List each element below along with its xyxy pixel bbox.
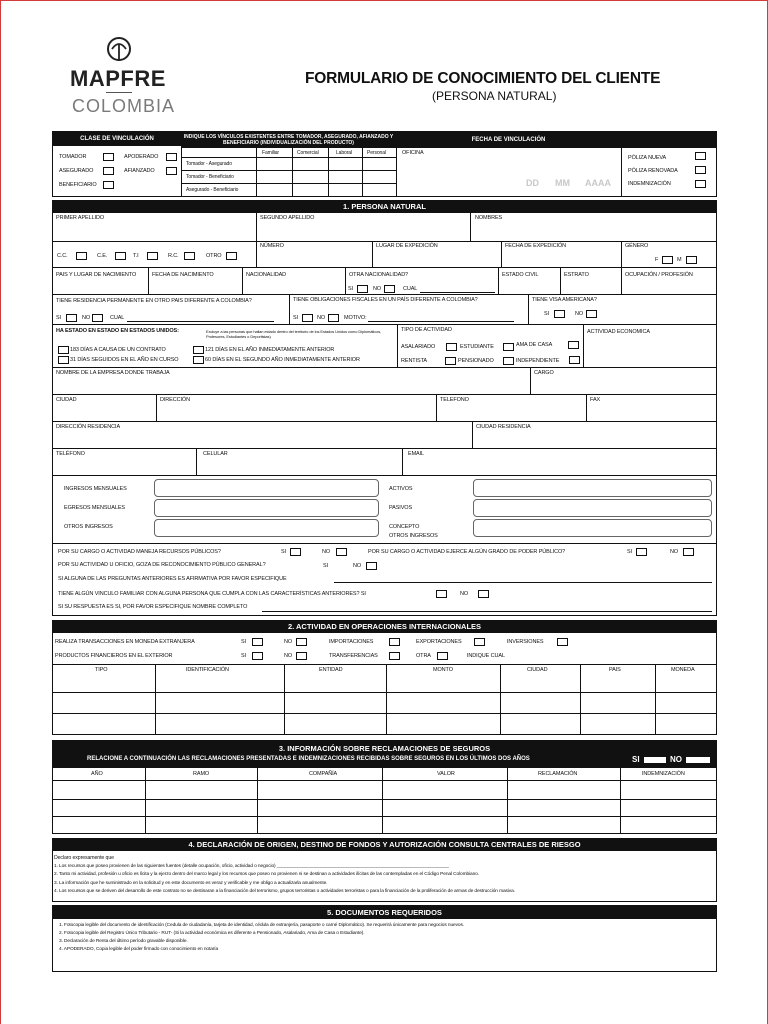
independiente-label: INDEPENDIENTE — [516, 358, 560, 364]
productos-exterior-question: PRODUCTOS FINANCIEROS EN EL EXTERIOR — [55, 653, 173, 659]
col-entidad: ENTIDAD — [319, 667, 343, 673]
reclamaciones-no-checkbox[interactable] — [686, 757, 710, 763]
ciudad-label: CIUDAD — [56, 397, 77, 403]
otro-label: OTRO — [206, 253, 222, 259]
mm-placeholder: MM — [555, 178, 570, 188]
estrato-label: ESTRATO — [564, 272, 589, 278]
moneda-si-label: SI — [241, 639, 246, 645]
otra-checkbox[interactable] — [437, 652, 448, 660]
tomador-checkbox[interactable] — [103, 153, 114, 161]
productos-no-label: NO — [284, 653, 293, 659]
email-label: EMAIL — [408, 451, 425, 457]
residencia-question: TIENE RESIDENCIA PERMANENTE EN OTRO PAIS DIFERENTE A COLOMBIA? — [56, 298, 252, 304]
d183-checkbox[interactable] — [58, 346, 69, 354]
q-recursos-si-checkbox[interactable] — [290, 548, 301, 556]
ti-label: T.I — [133, 253, 139, 259]
page-title: FORMULARIO DE CONOCIMIENTO DEL CLIENTE — [305, 70, 661, 87]
col-indemnizacion: INDEMNIZACIÓN — [642, 771, 685, 777]
asegurado-label: ASEGURADO — [59, 168, 94, 174]
q-vinculo-no-checkbox[interactable] — [478, 590, 489, 598]
d31-label: 31 DÍAS SEGUIDOS EN EL AÑO EN CURSO — [70, 357, 179, 363]
primer-apellido-label: PRIMER APELLIDO — [56, 215, 105, 221]
clase-vinculacion-header: CLASE DE VINCULACIÓN — [53, 132, 181, 146]
apoderado-label: APODERADO — [124, 154, 159, 160]
otra-nac-no-checkbox[interactable] — [384, 285, 395, 293]
productos-no-checkbox[interactable] — [296, 652, 307, 660]
telefono2-label: TELÉFONO — [56, 451, 85, 457]
otra-nac-cual-label: CUAL — [403, 286, 418, 292]
concepto-input[interactable] — [473, 519, 712, 537]
section-3-subtitle: RELACIONE A CONTINUACIÓN LAS RECLAMACIONES PRESENTADAS E INDEMNIZACIONES RECIBIDAS SOBRE SEGUROS EN LOS ÚLTIMOS DOS AÑOS — [87, 756, 530, 762]
moneda-si-checkbox[interactable] — [252, 638, 263, 646]
ce-label: C.E. — [97, 253, 108, 259]
col-pais: PAIS — [609, 667, 621, 673]
q-nombre-completo: SI SU RESPUESTA ES SI, POR FAVOR ESPECIFIQUE NOMBRE COMPLETO — [58, 604, 248, 610]
motivo-line[interactable] — [368, 321, 514, 322]
d60-label: 60 DÍAS EN EL SEGUNDO AÑO INMEDIATAMENTE ANTERIOR — [205, 357, 360, 363]
pensionado-label: PENSIONADO — [458, 358, 494, 364]
q-vinculo-no-label: NO — [460, 591, 469, 597]
indemnizacion-checkbox[interactable] — [695, 180, 706, 188]
q-vinculo-familiar: TIENE ALGÚN VINCULO FAMILIAR CON ALGUNA PERSONA QUE CUMPLA CON LAS CARACTERÍSTICAS ANTERIORES? SI — [58, 591, 366, 597]
q-poder-publico: POR SU CARGO O ACTIVIDAD EJERCE ALGÚN GRADO DE PODER PÚBLICO? — [368, 549, 566, 555]
otra-nac-cual-line[interactable] — [420, 292, 495, 293]
nombres-label: NOMBRES — [475, 215, 503, 221]
ocupacion-label: OCUPACIÓN / PROFESIÓN — [625, 272, 693, 278]
q-recursos-si-label: SI — [281, 549, 286, 555]
residencia-si-checkbox[interactable] — [66, 314, 77, 322]
d60-checkbox[interactable] — [193, 356, 204, 364]
documento-item-2: 2. Fotocopia legible del Registro Único Tributario - RUT- (Si la actividad económica es diferente a Pensionado, Asalariado, Ama de Casa o Estudiante). — [59, 931, 365, 936]
row-tomador-asegurado: Tomador - Asegurado — [186, 161, 232, 167]
otra-nacionalidad-label: OTRA NACIONALIDAD? — [349, 272, 409, 278]
col-reclamacion: RECLAMACIÓN — [538, 771, 578, 777]
q-nombre-line[interactable] — [262, 611, 712, 612]
inversiones-label: INVERSIONES — [507, 639, 544, 645]
estado-civil-label: ESTADO CIVIL — [502, 272, 539, 278]
pasivos-label: PASIVOS — [389, 505, 413, 511]
otro-checkbox[interactable] — [226, 252, 237, 260]
declaracion-item-1: 1. Los recursos que poseo provienen de las siguientes fuentes (detalle ocupación, oficio, actividad o negocio) ___________________________________________________________________ — [54, 864, 449, 869]
ama-casa-label: AMA DE CASA — [516, 342, 553, 348]
fecha-nacimiento-label: FECHA DE NACIMIENTO — [152, 272, 214, 278]
celular-label: CELULAR — [203, 451, 228, 457]
d121-label: 121 DÍAS EN EL AÑO INMEDIATAMENTE ANTERIOR — [205, 347, 335, 353]
col-anio: AÑO — [91, 771, 103, 777]
ce-checkbox[interactable] — [115, 252, 126, 260]
poliza-renovada-checkbox[interactable] — [695, 166, 706, 174]
col-moneda: MONEDA — [671, 667, 695, 673]
concepto-otros-ingresos-label: OTROS INGRESOS — [389, 533, 438, 539]
genero-f-checkbox[interactable] — [662, 256, 673, 264]
f-label: F — [655, 257, 659, 263]
ama-casa-checkbox[interactable] — [568, 341, 579, 349]
obligaciones-si-label: SI — [293, 315, 298, 321]
motivo-label: MOTIVO: — [344, 315, 367, 321]
tomador-label: TOMADOR — [59, 154, 87, 160]
q-reconocimiento-si-label: SI — [323, 563, 328, 569]
reclamaciones-si-label: SI — [632, 755, 640, 764]
lugar-expedicion-label: LUGAR DE EXPEDICIÓN — [376, 243, 438, 249]
afianzado-checkbox[interactable] — [166, 167, 177, 175]
afianzado-label: AFIANZADO — [124, 168, 155, 174]
col-personal: Personal — [367, 150, 386, 156]
eeuu-note: Excluye a las personas que hallan estado dentro del territorio de los Estados Unidos como Diplomáticos, Profesores, Estudiantes o Deportistas) — [206, 329, 382, 339]
transferencias-checkbox[interactable] — [389, 652, 400, 660]
aaaa-placeholder: AAAA — [585, 178, 611, 188]
obligaciones-si-checkbox[interactable] — [302, 314, 313, 322]
section-1-title: 1. PERSONA NATURAL — [53, 201, 716, 213]
d121-checkbox[interactable] — [193, 346, 204, 354]
activos-input[interactable] — [473, 479, 712, 497]
moneda-no-label: NO — [284, 639, 293, 645]
col-monto: MONTO — [433, 667, 453, 673]
obligaciones-no-checkbox[interactable] — [328, 314, 339, 322]
q-vinculo-si-checkbox[interactable] — [436, 590, 447, 598]
documento-item-4: 4. APODERADO, Copia legible del poder firmado con conocimiento en notaría — [59, 947, 219, 952]
beneficiario-label: BENEFICIARIO — [59, 182, 97, 188]
col-comercial: Comercial — [297, 150, 319, 156]
asalariado-label: ASALARIADO — [401, 344, 436, 350]
pasivos-input[interactable] — [473, 499, 712, 517]
d31-checkbox[interactable] — [58, 356, 69, 364]
poliza-nueva-label: PÓLIZA NUEVA — [628, 155, 667, 161]
exportaciones-checkbox[interactable] — [474, 638, 485, 646]
moneda-extranjera-question: REALIZA TRANSACCIONES EN MONEDA EXTRANJERA — [55, 639, 195, 645]
fecha-expedicion-label: FECHA DE EXPEDICIÓN — [505, 243, 567, 249]
col-ciudad: CIUDAD — [527, 667, 548, 673]
pensionado-checkbox[interactable] — [503, 357, 514, 365]
col-identificacion: IDENTIFICACIÓN — [186, 667, 229, 673]
empresa-label: NOMBRE DE LA EMPRESA DONDE TRABAJA — [56, 370, 170, 376]
otros-ingresos-input[interactable] — [154, 519, 379, 537]
rc-checkbox[interactable] — [184, 252, 195, 260]
visa-question: TIENE VISA AMERICANA? — [532, 297, 597, 303]
productos-si-label: SI — [241, 653, 246, 659]
exportaciones-label: EXPORTACIONES — [416, 639, 462, 645]
egresos-input[interactable] — [154, 499, 379, 517]
q-especifique: SI ALGUNA DE LAS PREGUNTAS ANTERIORES ES AFIRMATIVA POR FAVOR ESPECIFIQUE — [58, 576, 287, 582]
asegurado-checkbox[interactable] — [103, 167, 114, 175]
brand-name: MAPFRE — [70, 66, 166, 91]
q-poder-no-label: NO — [670, 549, 679, 555]
indique-cual-label: INDIQUE CUAL — [467, 653, 505, 659]
transferencias-label: TRANSFERENCIAS — [329, 653, 378, 659]
page-subtitle: (PERSONA NATURAL) — [432, 89, 557, 103]
dd-placeholder: DD — [526, 178, 539, 188]
visa-no-label: NO — [575, 311, 584, 317]
col-ramo: RAMO — [193, 771, 210, 777]
q-reconocimiento-no-checkbox[interactable] — [366, 562, 377, 570]
col-compania: COMPAÑÍA — [309, 771, 338, 777]
obligaciones-no-label: NO — [317, 315, 326, 321]
q-poder-si-checkbox[interactable] — [636, 548, 647, 556]
direccion-label: DIRECCIÓN — [160, 397, 190, 403]
section-5-title: 5. DOCUMENTOS REQUERIDOS — [53, 906, 716, 919]
cargo-label: CARGO — [534, 370, 554, 376]
obligaciones-question: TIENE OBLIGACIONES FISCALES EN UN PAÍS DIFERENTE A COLOMBIA? — [293, 297, 478, 303]
m-label: M — [677, 257, 682, 263]
declaracion-intro: Declaro expresamente que — [54, 855, 114, 861]
otros-ingresos-label: OTROS INGRESOS — [64, 524, 113, 530]
numero-label: NÚMERO — [260, 243, 284, 249]
cc-checkbox[interactable] — [76, 252, 87, 260]
documento-item-3: 3. Declaración de Renta del último período gravable disponible. — [59, 939, 188, 944]
brand-divider — [106, 92, 132, 93]
row-tomador-beneficiario: Tomador - Beneficiario — [186, 174, 234, 180]
activos-label: ACTIVOS — [389, 486, 413, 492]
otra-nac-si-checkbox[interactable] — [357, 285, 368, 293]
rentista-label: RENTISTA — [401, 358, 427, 364]
reclamaciones-no-label: NO — [670, 755, 682, 764]
otra-label: OTRA — [416, 653, 431, 659]
actividad-economica-label: ACTIVIDAD ECONOMICA — [587, 329, 650, 335]
ciudad-residencia-label: CIUDAD RESIDENCIA — [476, 424, 531, 430]
ti-checkbox[interactable] — [147, 252, 158, 260]
eeuu-question: HA ESTADO EN ESTADO EN ESTADOS UNIDOS: — [56, 328, 179, 334]
documento-item-1: 1. Fotocopia legible del documento de identificación (Cedula de ciudadanía, tarjeta de identidad, cédula de extranjería, pasaporte o carné Diplomático). Se requerirá únicamente para negocios nuevos. — [59, 923, 464, 928]
q-reconocimiento: POR SU ACTIVIDAD U OFICIO, GOZA DE RECONOCIMIENTO PÚBLICO GENERAL? — [58, 562, 266, 568]
ingresos-input[interactable] — [154, 479, 379, 497]
q-especifique-line[interactable] — [334, 582, 712, 583]
col-familiar: Familiar — [262, 150, 279, 156]
egresos-label: EGRESOS MENSUALES — [64, 505, 125, 511]
asalariado-checkbox[interactable] — [446, 343, 457, 351]
fax-label: FAX — [590, 397, 601, 403]
pais-lugar-nacimiento-label: PAIS Y LUGAR DE NACIMIENTO — [56, 272, 137, 278]
visa-si-checkbox[interactable] — [554, 310, 565, 318]
section-2-title: 2. ACTIVIDAD EN OPERACIONES INTERNACIONALES — [53, 621, 716, 633]
genero-m-checkbox[interactable] — [686, 256, 697, 264]
genero-label: GÉNERO — [625, 243, 649, 249]
q-poder-si-label: SI — [627, 549, 632, 555]
estudiante-label: ESTUDIANTE — [460, 344, 494, 350]
residencia-no-checkbox[interactable] — [92, 314, 103, 322]
visa-no-checkbox[interactable] — [586, 310, 597, 318]
apoderado-checkbox[interactable] — [166, 153, 177, 161]
fecha-vinculacion-header: FECHA DE VINCULACIÓN — [396, 132, 621, 148]
ingresos-label: INGRESOS MENSUALES — [64, 486, 127, 492]
col-valor: VALOR — [437, 771, 455, 777]
mapfre-logo-icon — [104, 35, 134, 67]
declaracion-item-2: 2. Tanto mi actividad, profesión u oficio es lícita y la ejerzo dentro del marco legal y los recursos que poseo no provienen ni se destinan a actividades ilícitas de las contempladas en el Código Penal Colombiano. — [54, 872, 479, 877]
importaciones-label: IMPORTACIONES — [329, 639, 374, 645]
inversiones-checkbox[interactable] — [557, 638, 568, 646]
section-3-title: 3. INFORMACIÓN SOBRE RECLAMACIONES DE SEGUROS — [278, 744, 491, 753]
estudiante-checkbox[interactable] — [503, 343, 514, 351]
q-reconocimiento-no-label: NO — [353, 563, 362, 569]
section-4-title: 4. DECLARACIÓN DE ORIGEN, DESTINO DE FONDOS Y AUTORIZACIÓN CONSULTA CENTRALES DE RIESGO — [53, 839, 716, 851]
oficina-label: OFICINA — [402, 150, 424, 156]
tipo-actividad-label: TIPO DE ACTIVIDAD — [401, 327, 452, 333]
poliza-renovada-label: PÓLIZA RENOVADA — [628, 168, 678, 174]
poliza-nueva-checkbox[interactable] — [695, 152, 706, 160]
visa-si-label: SI — [544, 311, 549, 317]
q-recursos-publicos: POR SU CARGO O ACTIVIDAD MANEJA RECURSOS PÚBLICOS? — [58, 549, 221, 555]
segundo-apellido-label: SEGUNDO APELLIDO — [260, 215, 315, 221]
importaciones-checkbox[interactable] — [389, 638, 400, 646]
q-poder-no-checkbox[interactable] — [683, 548, 694, 556]
declaracion-item-3: 3. La información que he suministrado en la solicitud y en este documento es veraz y verificable y me obligo a actualizarla anualmente. — [54, 881, 328, 886]
moneda-no-checkbox[interactable] — [296, 638, 307, 646]
q-recursos-no-checkbox[interactable] — [336, 548, 347, 556]
residencia-no-label: NO — [82, 315, 91, 321]
cc-label: C.C. — [57, 253, 68, 259]
direccion-residencia-label: DIRECCIÓN RESIDENCIA — [56, 424, 121, 430]
vinculos-header: INDIQUE LOS VÍNCULOS EXISTENTES ENTRE TOMADOR, ASEGURADO, AFIANZADO Y BENEFICIARIO (INDIVIDUALIZACIÓN DEL PRODUCTO) — [181, 132, 396, 148]
reclamaciones-si-checkbox[interactable] — [644, 757, 666, 763]
q-recursos-no-label: NO — [322, 549, 331, 555]
productos-si-checkbox[interactable] — [252, 652, 263, 660]
otra-nac-no-label: NO — [373, 286, 382, 292]
brand-country: COLOMBIA — [72, 96, 176, 116]
otra-nac-si-label: SI — [348, 286, 353, 292]
declaracion-item-4: 4. Los recursos que se deriven del desarrollo de este contrato no se destinaran a la financiación del terrorismo, grupos terroristas o actividades terroristas o para la financiación de la proliferación de armas de destrucción masiva. — [54, 889, 515, 894]
residencia-cual-label: CUAL — [110, 315, 125, 321]
concepto-label: CONCEPTO — [389, 524, 420, 530]
residencia-cual-line[interactable] — [127, 321, 274, 322]
indemnizacion-label: INDEMNIZACIÓN — [628, 181, 671, 187]
nacionalidad-label: NACIONALIDAD — [246, 272, 287, 278]
beneficiario-checkbox[interactable] — [103, 181, 114, 189]
row-asegurado-beneficiario: Asegurado - Beneficiario — [186, 187, 239, 193]
poliza-header — [621, 132, 716, 148]
independiente-checkbox[interactable] — [569, 356, 580, 364]
rentista-checkbox[interactable] — [445, 357, 456, 365]
section-2 — [52, 620, 717, 735]
col-laboral: Laboral — [336, 150, 352, 156]
residencia-si-label: SI — [56, 315, 61, 321]
col-tipo: TIPO — [95, 667, 108, 673]
rc-label: R.C. — [168, 253, 179, 259]
d183-label: 183 DÍAS A CAUSA DE UN CONTRATO — [70, 347, 166, 353]
telefono-label: TELEFONO — [440, 397, 469, 403]
